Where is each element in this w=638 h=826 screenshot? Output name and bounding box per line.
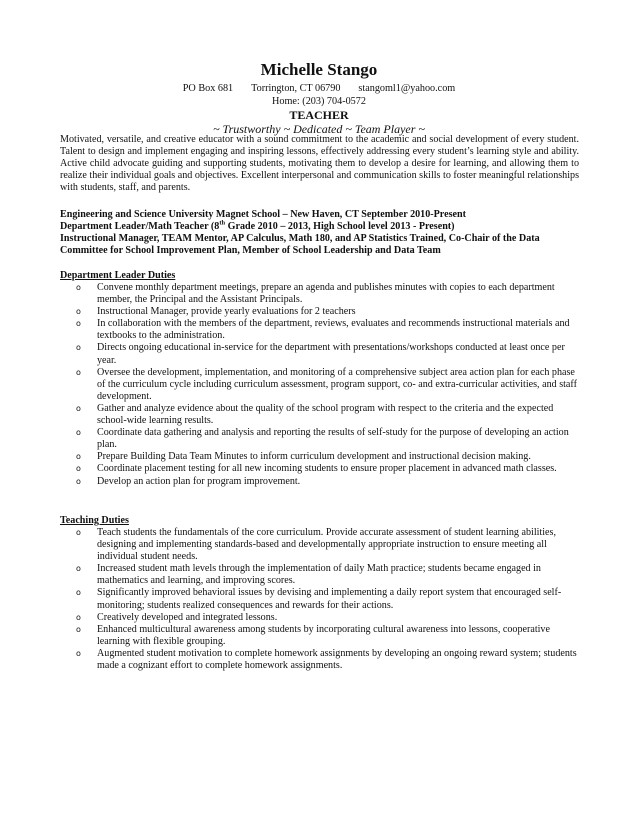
employment-position: Department Leader/Math Teacher (8th Grade 2010 – 2013, High School level 2013 - Present) bbox=[60, 219, 455, 233]
list-item-text: Prepare Building Data Team Minutes to inform curriculum development and instructional decision making. bbox=[97, 451, 531, 463]
city: Torrington, CT 06790 bbox=[247, 83, 337, 94]
employment-block bbox=[60, 209, 580, 257]
list-item bbox=[60, 587, 580, 611]
circle-bullet-icon: o bbox=[76, 452, 81, 462]
bullet-separator-icon bbox=[345, 82, 353, 95]
list-item bbox=[60, 306, 580, 318]
circle-bullet-icon: o bbox=[76, 428, 81, 438]
bullet-separator-icon bbox=[238, 82, 246, 95]
circle-bullet-icon: o bbox=[76, 283, 81, 292]
employment-roles: Instructional Manager, TEAM Mentor, AP Calculus, Math 180, and AP Statistics Trained, Co-Chair of the Data bbox=[60, 233, 540, 245]
list-item-text: Coordinate placement testing for all new incoming students to ensure proper placement in advanced math classes. bbox=[97, 463, 557, 475]
list-item bbox=[60, 648, 580, 672]
circle-bullet-icon: o bbox=[76, 588, 81, 598]
circle-bullet-icon: o bbox=[76, 476, 81, 486]
list-item-text: Instructional Manager, provide yearly evaluations for 2 teachers bbox=[97, 306, 356, 318]
list-item-text: Convene monthly department meetings, prepare an agenda and publishes minutes with copies to each department member, the Principal and the Assistant Principals. bbox=[97, 282, 555, 306]
list-item bbox=[60, 282, 580, 306]
list-item-text: Significantly improved behavioral issues by devising and implementing a daily report system that encouraged self-monitoring; students realized consequences and rewards for their actions. bbox=[97, 587, 562, 611]
list-item bbox=[60, 476, 580, 488]
summary-paragraph: Motivated, versatile, and creative educator with a sound commitment to the academic and social development of every student. Talent to design and implement engaging and inspiring lessons, effectively addressing every student’s learning style and ability. Active child advocate guiding and supporting students, motivating them to develop a desire for learning, and allowing them to realize their individual goals and objectives. Excellent interpersonal and communication skills to foster meaningful relationships with students, staff, and parents. bbox=[60, 134, 579, 194]
circle-bullet-icon: o bbox=[76, 403, 81, 413]
circle-bullet-icon: o bbox=[76, 528, 81, 537]
circle-bullet-icon: o bbox=[76, 343, 81, 353]
circle-bullet-icon: o bbox=[76, 464, 81, 474]
list-item bbox=[60, 403, 580, 427]
list-item bbox=[60, 318, 580, 342]
teaching-duties-list bbox=[60, 527, 580, 672]
employment-school: Engineering and Science University Magnet School – New Haven, CT September 2010-Present bbox=[60, 209, 466, 220]
circle-bullet-icon: o bbox=[76, 367, 81, 377]
email[interactable]: stangoml1@yahoo.com bbox=[350, 83, 448, 94]
list-item bbox=[60, 563, 580, 587]
tagline: ~ Trustworthy ~ Dedicated ~ Team Player ~ bbox=[213, 122, 425, 136]
list-item bbox=[60, 612, 580, 624]
list-item bbox=[60, 342, 580, 366]
candidate-name: Michelle Stango bbox=[260, 60, 378, 79]
list-item-text: Increased student math levels through the implementation of daily Math practice; students became engaged in mathematics and learning, and improving scores. bbox=[97, 563, 541, 587]
job-title: TEACHER bbox=[289, 108, 349, 122]
list-item bbox=[60, 367, 580, 403]
list-item bbox=[60, 624, 580, 648]
list-item-text: Enhanced multicultural awareness among students by incorporating cultural awareness into lessons, cooperative learning with flexible grouping. bbox=[97, 623, 550, 647]
circle-bullet-icon: o bbox=[76, 624, 81, 634]
list-item-text: Augmented student motivation to complete homework assignments by developing an ongoing reward system; students made a cognizant effort to complete homework assignments. bbox=[97, 647, 577, 672]
list-item-text: Coordinate data gathering and analysis and reporting the results of self-study for the purpose of developing an action plan. bbox=[97, 427, 569, 451]
list-item-text: Oversee the development, implementation, and monitoring of a comprehensive subject area action plan for each phase of the curriculum cycle including curriculum assessment, program support, co- and extra-curricular activities, and staff development. bbox=[97, 366, 577, 402]
list-item bbox=[60, 463, 580, 475]
employment-committees: Committee for School Improvement Plan, Member of School Leadership and Data Team bbox=[60, 245, 441, 257]
list-item-text: In collaboration with the members of the department, reviews, evaluates and recommends instructional materials and textbooks to the administration. bbox=[97, 318, 570, 342]
circle-bullet-icon: o bbox=[76, 612, 81, 622]
list-item bbox=[60, 527, 580, 563]
list-item bbox=[60, 427, 580, 451]
department-duties-title: Department Leader Duties bbox=[60, 270, 176, 281]
circle-bullet-icon: o bbox=[76, 319, 81, 329]
circle-bullet-icon: o bbox=[76, 307, 81, 317]
list-item bbox=[60, 451, 580, 463]
teaching-duties-title: Teaching Duties bbox=[60, 515, 129, 526]
list-item-text: Creatively developed and integrated lessons. bbox=[97, 611, 278, 623]
list-item-text: Teach students the fundamentals of the core curriculum. Provide accurate assessment of student learning abilities, designing and implementing standards-based and developmentally appropriate instruction to ensure meeting all individual student needs. bbox=[97, 527, 556, 563]
circle-bullet-icon: o bbox=[76, 564, 81, 574]
list-item-text: Directs ongoing educational in-service for the department with presentations/workshops conducted at least once per year. bbox=[97, 342, 565, 366]
department-duties-list bbox=[60, 282, 580, 488]
list-item-text: Gather and analyze evidence about the quality of the school program with respect to the criteria and the expected school-wide learning results. bbox=[97, 402, 554, 427]
list-item-text: Develop an action plan for program improvement. bbox=[97, 475, 301, 487]
circle-bullet-icon: o bbox=[76, 648, 81, 658]
contact-line bbox=[0, 82, 638, 95]
address: PO Box 681 bbox=[182, 83, 234, 94]
home-phone: Home: (203) 704-0572 bbox=[272, 96, 366, 107]
